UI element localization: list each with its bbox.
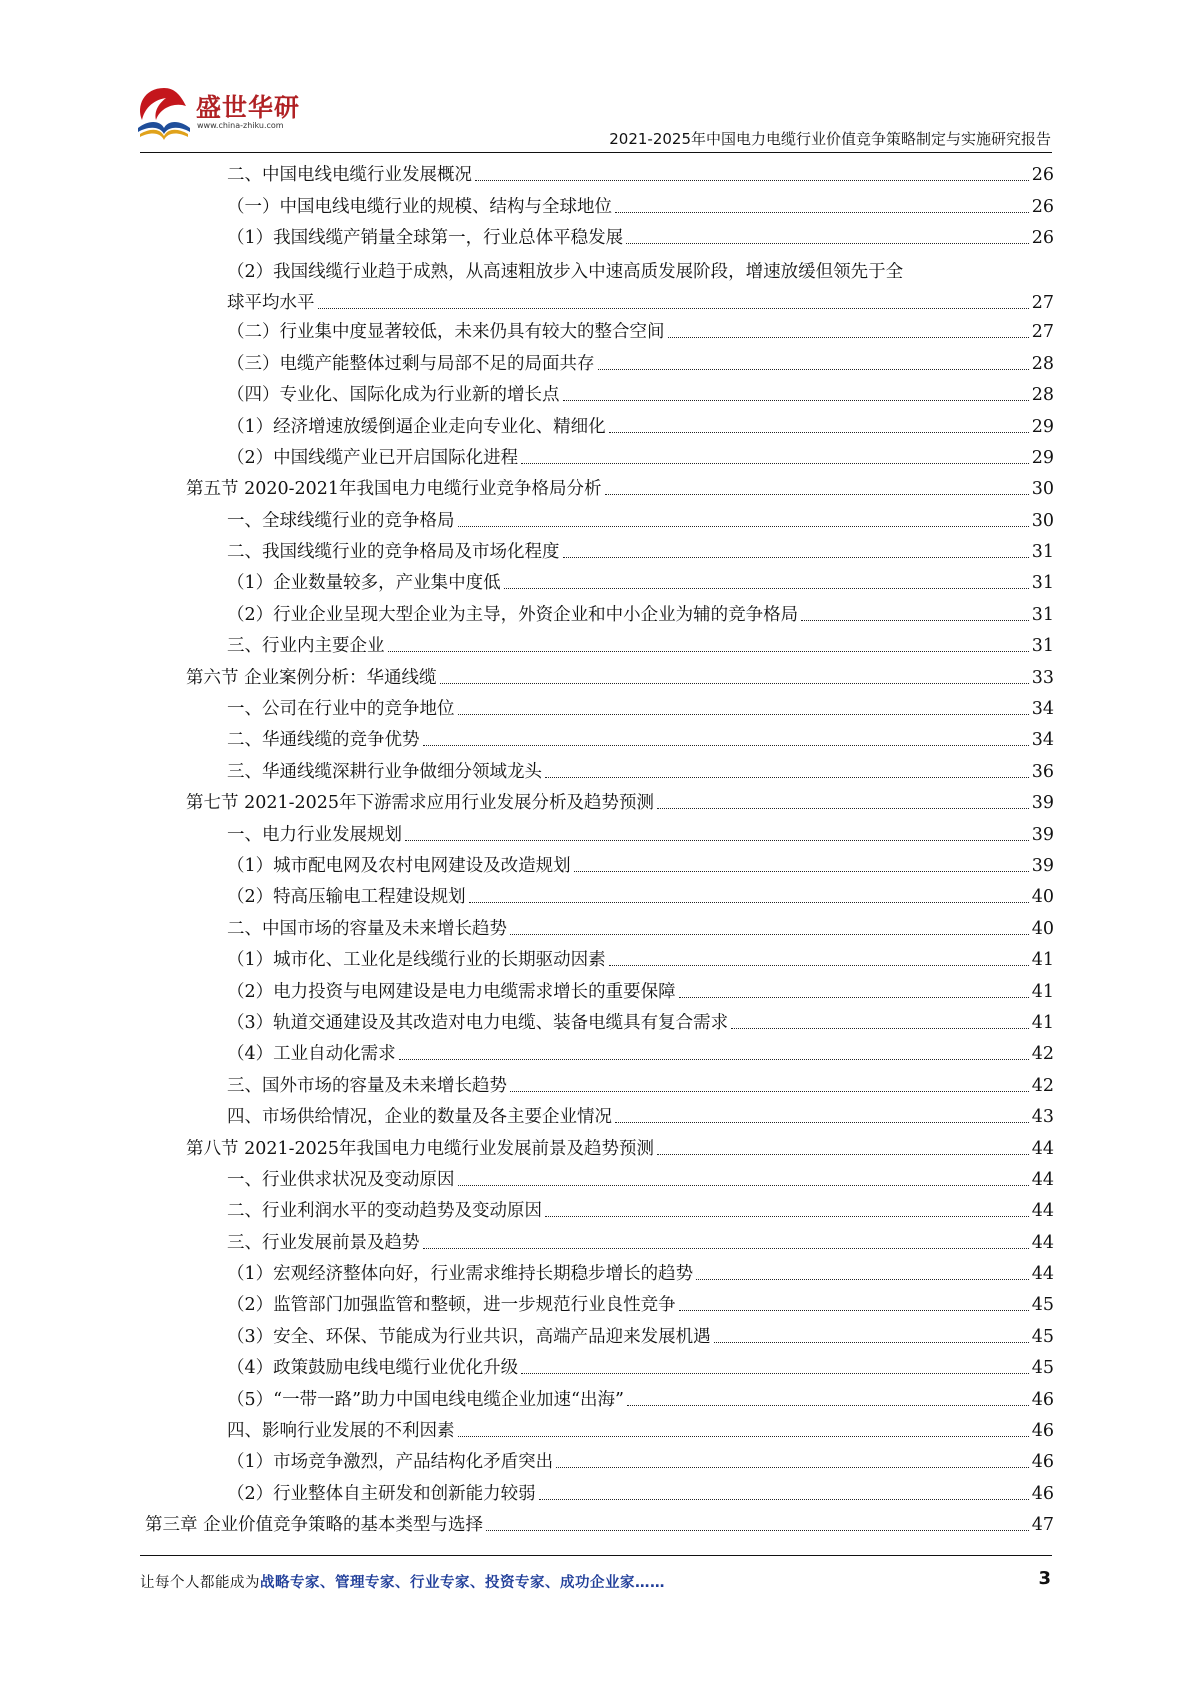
toc-entry-title: 三、行业发展前景及趋势 — [227, 1232, 420, 1253]
toc-entry[interactable] — [0, 505, 1191, 536]
footer-slogan-roles: 战略专家、管理专家、行业专家、投资专家、成功企业家…… — [260, 1575, 665, 1591]
toc-entry-page: 44 — [1031, 1264, 1054, 1285]
toc-entry-title: 二、行业利润水平的变动趋势及变动原因 — [227, 1201, 542, 1222]
toc-dot-leader — [615, 1122, 1029, 1123]
document-title: 2021-2025年中国电力电缆行业价值竞争策略制定与实施研究报告 — [609, 130, 1051, 148]
toc-entry-title: 二、我国线缆行业的竞争格局及市场化程度 — [227, 542, 560, 563]
toc-entry[interactable] — [0, 254, 1191, 317]
toc-entry[interactable] — [0, 537, 1191, 568]
toc-dot-leader — [679, 997, 1029, 998]
toc-entry[interactable] — [0, 1196, 1191, 1227]
toc-entry-title: （1）城市配电网及农村电网建设及改造规划 — [227, 856, 571, 876]
toc-dot-leader — [539, 1499, 1029, 1500]
toc-entry-page: 31 — [1031, 573, 1054, 594]
toc-entry[interactable] — [0, 348, 1191, 379]
toc-dot-leader — [657, 808, 1029, 809]
toc-entry[interactable] — [0, 1227, 1191, 1258]
toc-dot-leader — [696, 1279, 1029, 1280]
toc-entry[interactable] — [0, 160, 1191, 191]
toc-entry-page: 39 — [1031, 824, 1054, 845]
toc-dot-leader — [609, 432, 1029, 433]
toc-entry-title: （三）电缆产能整体过剩与局部不足的局面共存 — [227, 353, 595, 374]
toc-entry[interactable] — [0, 725, 1191, 756]
toc-entry-title: 第三章 企业价值竞争策略的基本类型与选择 — [145, 1515, 484, 1536]
toc-entry-title: （1）宏观经济整体向好，行业需求维持长期稳步增长的趋势 — [227, 1264, 694, 1285]
toc-entry[interactable] — [0, 882, 1191, 913]
toc-entry[interactable] — [0, 568, 1191, 599]
toc-dot-leader — [731, 1028, 1029, 1029]
toc-entry-title: 二、中国市场的容量及未来增长趋势 — [227, 918, 507, 939]
footer-slogan-prefix: 让每个人都能成为 — [140, 1575, 260, 1591]
toc-entry-page: 34 — [1031, 699, 1054, 720]
toc-entry-page: 45 — [1031, 1326, 1054, 1347]
toc-entry-title: （二）行业集中度显著较低，未来仍具有较大的整合空间 — [227, 322, 665, 343]
toc-entry-title: （4）政策鼓励电线电缆行业优化升级 — [227, 1358, 519, 1379]
toc-entry-page: 29 — [1031, 416, 1054, 437]
toc-entry[interactable] — [0, 474, 1191, 505]
toc-entry-page: 39 — [1031, 793, 1054, 814]
toc-entry[interactable] — [0, 1102, 1191, 1133]
toc-dot-leader — [510, 1091, 1029, 1092]
toc-entry-title: 三、行业内主要企业 — [227, 636, 385, 657]
toc-entry-page: 41 — [1031, 950, 1054, 971]
toc-entry[interactable] — [0, 443, 1191, 474]
toc-entry[interactable] — [0, 1133, 1191, 1164]
toc-entry-page: 44 — [1031, 1169, 1054, 1190]
toc-entry-page: 41 — [1031, 981, 1054, 1002]
toc-dot-leader — [399, 1059, 1029, 1060]
toc-entry-title: 第五节 2020-2021年我国电力电缆行业竞争格局分析 — [186, 479, 602, 500]
toc-dot-leader — [563, 557, 1029, 558]
toc-dot-leader — [714, 1342, 1029, 1343]
toc-entry-title: 一、公司在行业中的竞争地位 — [227, 699, 455, 720]
toc-entry-page: 33 — [1031, 667, 1054, 688]
toc-dot-leader — [668, 337, 1029, 338]
toc-entry-page: 31 — [1031, 604, 1054, 625]
toc-entry-title: 一、行业供求状况及变动原因 — [227, 1169, 455, 1190]
toc-entry-page: 36 — [1031, 761, 1054, 782]
toc-entry-page: 28 — [1031, 385, 1054, 406]
toc-entry-title: 三、华通线缆深耕行业争做细分领域龙头 — [227, 761, 542, 782]
toc-entry[interactable] — [0, 1290, 1191, 1321]
toc-dot-leader — [609, 965, 1029, 966]
toc-dot-leader — [458, 526, 1029, 527]
toc-dot-leader — [440, 683, 1029, 684]
toc-dot-leader — [510, 934, 1029, 935]
page-header — [0, 0, 1191, 150]
logo-website: www.china-zhiku.com — [197, 121, 284, 130]
toc-entry[interactable] — [0, 1353, 1191, 1384]
toc-entry-page: 30 — [1031, 510, 1054, 531]
toc-dot-leader — [626, 243, 1029, 244]
toc-dot-leader — [504, 588, 1029, 589]
toc-entry-page: 42 — [1031, 1075, 1054, 1096]
toc-entry[interactable] — [0, 945, 1191, 976]
toc-dot-leader — [574, 871, 1029, 872]
footer-divider — [140, 1555, 1052, 1556]
toc-entry-page: 27 — [1031, 322, 1054, 343]
toc-entry-title: 一、电力行业发展规划 — [227, 824, 402, 845]
toc-dot-leader — [458, 1436, 1029, 1437]
toc-entry-page: 40 — [1031, 918, 1054, 939]
toc-entry-title: （1）经济增速放缓倒逼企业走向专业化、精细化 — [227, 416, 606, 437]
toc-entry[interactable] — [0, 1259, 1191, 1290]
toc-entry[interactable] — [0, 1384, 1191, 1415]
toc-entry[interactable] — [0, 1321, 1191, 1352]
footer-slogan — [140, 1571, 665, 1592]
toc-entry-page: 31 — [1031, 636, 1054, 657]
toc-entry[interactable] — [0, 1008, 1191, 1039]
toc-entry-page: 43 — [1031, 1107, 1054, 1128]
toc-entry-title: （2）特高压输电工程建设规划 — [227, 887, 466, 908]
toc-dot-leader — [521, 1373, 1029, 1374]
toc-entry-title: （四）专业化、国际化成为行业新的增长点 — [227, 385, 560, 406]
toc-entry[interactable] — [0, 851, 1191, 882]
toc-entry-page: 26 — [1031, 196, 1054, 217]
toc-entry[interactable] — [0, 976, 1191, 1007]
toc-entry[interactable] — [0, 1165, 1191, 1196]
toc-entry[interactable] — [0, 1478, 1191, 1509]
toc-entry-page: 26 — [1031, 165, 1054, 186]
toc-dot-leader — [627, 1405, 1029, 1406]
toc-entry-page: 46 — [1031, 1483, 1054, 1504]
toc-dot-leader — [801, 620, 1029, 621]
toc-dot-leader — [657, 1154, 1029, 1155]
toc-entry-title: （1）企业数量较多，产业集中度低 — [227, 573, 501, 594]
company-logo — [140, 84, 310, 146]
toc-entry-title: 二、中国电线电缆行业发展概况 — [227, 165, 472, 186]
toc-dot-leader — [545, 777, 1029, 778]
toc-dot-leader — [458, 714, 1029, 715]
toc-entry-title: （3）安全、环保、节能成为行业共识，高端产品迎来发展机遇 — [227, 1326, 711, 1347]
toc-entry[interactable] — [0, 756, 1191, 787]
toc-entry-page: 29 — [1031, 447, 1054, 468]
toc-entry-page: 44 — [1031, 1138, 1054, 1159]
toc-dot-leader — [486, 1530, 1029, 1531]
toc-entry-title: （2）电力投资与电网建设是电力电缆需求增长的重要保障 — [227, 981, 676, 1002]
toc-dot-leader — [423, 1248, 1029, 1249]
toc-entry-title: （1）城市化、工业化是线缆行业的长期驱动因素 — [227, 950, 606, 971]
toc-entry-page: 42 — [1031, 1044, 1054, 1065]
toc-entry-page: 46 — [1031, 1389, 1054, 1410]
toc-entry-page: 40 — [1031, 887, 1054, 908]
toc-entry-page: 44 — [1031, 1201, 1054, 1222]
logo-company-name: 盛世华研 — [196, 93, 301, 122]
toc-entry-title: （一）中国电线电缆行业的规模、结构与全球地位 — [227, 196, 612, 217]
toc-entry-title: （2）行业整体自主研发和创新能力较弱 — [227, 1483, 536, 1504]
table-of-contents — [0, 160, 1191, 1541]
toc-dot-leader — [458, 1185, 1029, 1186]
toc-entry[interactable] — [0, 1416, 1191, 1447]
toc-entry-page: 34 — [1031, 730, 1054, 751]
toc-dot-leader — [615, 212, 1029, 213]
toc-entry-page: 46 — [1031, 1452, 1054, 1473]
toc-entry-page: 26 — [1031, 228, 1054, 249]
toc-entry-page: 39 — [1031, 856, 1054, 876]
toc-entry-title: 四、影响行业发展的不利因素 — [227, 1421, 455, 1442]
page-number: 3 — [1038, 1568, 1051, 1589]
logo-emblem-icon — [134, 84, 194, 146]
toc-dot-leader — [545, 1216, 1029, 1217]
toc-entry[interactable] — [0, 1510, 1191, 1541]
toc-entry[interactable] — [0, 380, 1191, 411]
toc-entry[interactable] — [0, 1070, 1191, 1101]
toc-entry-title: 第六节 企业案例分析：华通线缆 — [186, 667, 437, 688]
toc-entry-title: （2）我国线缆行业趋于成熟，从高速粗放步入中速高质发展阶段，增速放缓但领先于全 — [227, 262, 904, 283]
toc-entry-title: 第七节 2021-2025年下游需求应用行业发展分析及趋势预测 — [186, 793, 655, 814]
toc-entry-page: 45 — [1031, 1295, 1054, 1316]
toc-dot-leader — [423, 745, 1029, 746]
toc-entry-title: （5）“一带一路”助力中国电线电缆企业加速“出海” — [227, 1389, 624, 1410]
toc-entry[interactable] — [0, 191, 1191, 222]
toc-entry[interactable] — [0, 788, 1191, 819]
toc-dot-leader — [556, 1467, 1029, 1468]
toc-entry-page: 27 — [1031, 293, 1054, 314]
toc-entry-page: 47 — [1031, 1515, 1054, 1536]
toc-entry-title: 四、市场供给情况，企业的数量及各主要企业情况 — [227, 1107, 612, 1128]
toc-entry[interactable] — [0, 223, 1191, 254]
toc-entry-title: 二、华通线缆的竞争优势 — [227, 730, 420, 751]
toc-entry-title: （1）市场竞争激烈，产品结构化矛盾突出 — [227, 1452, 554, 1473]
toc-entry-page: 46 — [1031, 1421, 1054, 1442]
toc-dot-leader — [388, 651, 1029, 652]
toc-entry-title: 第八节 2021-2025年我国电力电缆行业发展前景及趋势预测 — [186, 1138, 655, 1159]
toc-entry-page: 31 — [1031, 542, 1054, 563]
toc-entry-title: （2）中国线缆产业已开启国际化进程 — [227, 447, 519, 468]
toc-entry-page: 30 — [1031, 479, 1054, 500]
toc-dot-leader — [475, 180, 1029, 181]
toc-entry-title: （2）行业企业呈现大型企业为主导，外资企业和中小企业为辅的竞争格局 — [227, 604, 799, 625]
toc-entry[interactable] — [0, 694, 1191, 725]
toc-dot-leader — [598, 369, 1029, 370]
toc-entry[interactable] — [0, 631, 1191, 662]
toc-entry[interactable] — [0, 1039, 1191, 1070]
toc-entry[interactable] — [0, 913, 1191, 944]
toc-entry[interactable] — [0, 317, 1191, 348]
toc-entry-page: 45 — [1031, 1358, 1054, 1379]
toc-entry[interactable] — [0, 1447, 1191, 1478]
toc-dot-leader — [521, 463, 1029, 464]
toc-dot-leader — [605, 494, 1029, 495]
toc-entry-title: 一、全球线缆行业的竞争格局 — [227, 510, 455, 531]
toc-entry[interactable] — [0, 662, 1191, 693]
toc-entry-title-continued: 球平均水平 — [227, 293, 315, 314]
toc-dot-leader — [563, 400, 1029, 401]
header-divider — [140, 152, 1052, 153]
toc-dot-leader — [318, 308, 1029, 309]
toc-entry[interactable] — [0, 599, 1191, 630]
toc-entry-title: 三、国外市场的容量及未来增长趋势 — [227, 1075, 507, 1096]
toc-dot-leader — [679, 1310, 1029, 1311]
toc-entry-page: 28 — [1031, 353, 1054, 374]
toc-entry[interactable] — [0, 819, 1191, 850]
toc-entry-page: 44 — [1031, 1232, 1054, 1253]
toc-entry-title: （4）工业自动化需求 — [227, 1044, 396, 1065]
toc-dot-leader — [469, 902, 1029, 903]
toc-entry-title: （2）监管部门加强监管和整顿，进一步规范行业良性竞争 — [227, 1295, 676, 1316]
toc-dot-leader — [405, 840, 1029, 841]
toc-entry-page: 41 — [1031, 1012, 1054, 1033]
toc-entry-title: （3）轨道交通建设及其改造对电力电缆、装备电缆具有复合需求 — [227, 1012, 729, 1033]
toc-entry[interactable] — [0, 411, 1191, 442]
toc-entry-title: （1）我国线缆产销量全球第一，行业总体平稳发展 — [227, 228, 624, 249]
